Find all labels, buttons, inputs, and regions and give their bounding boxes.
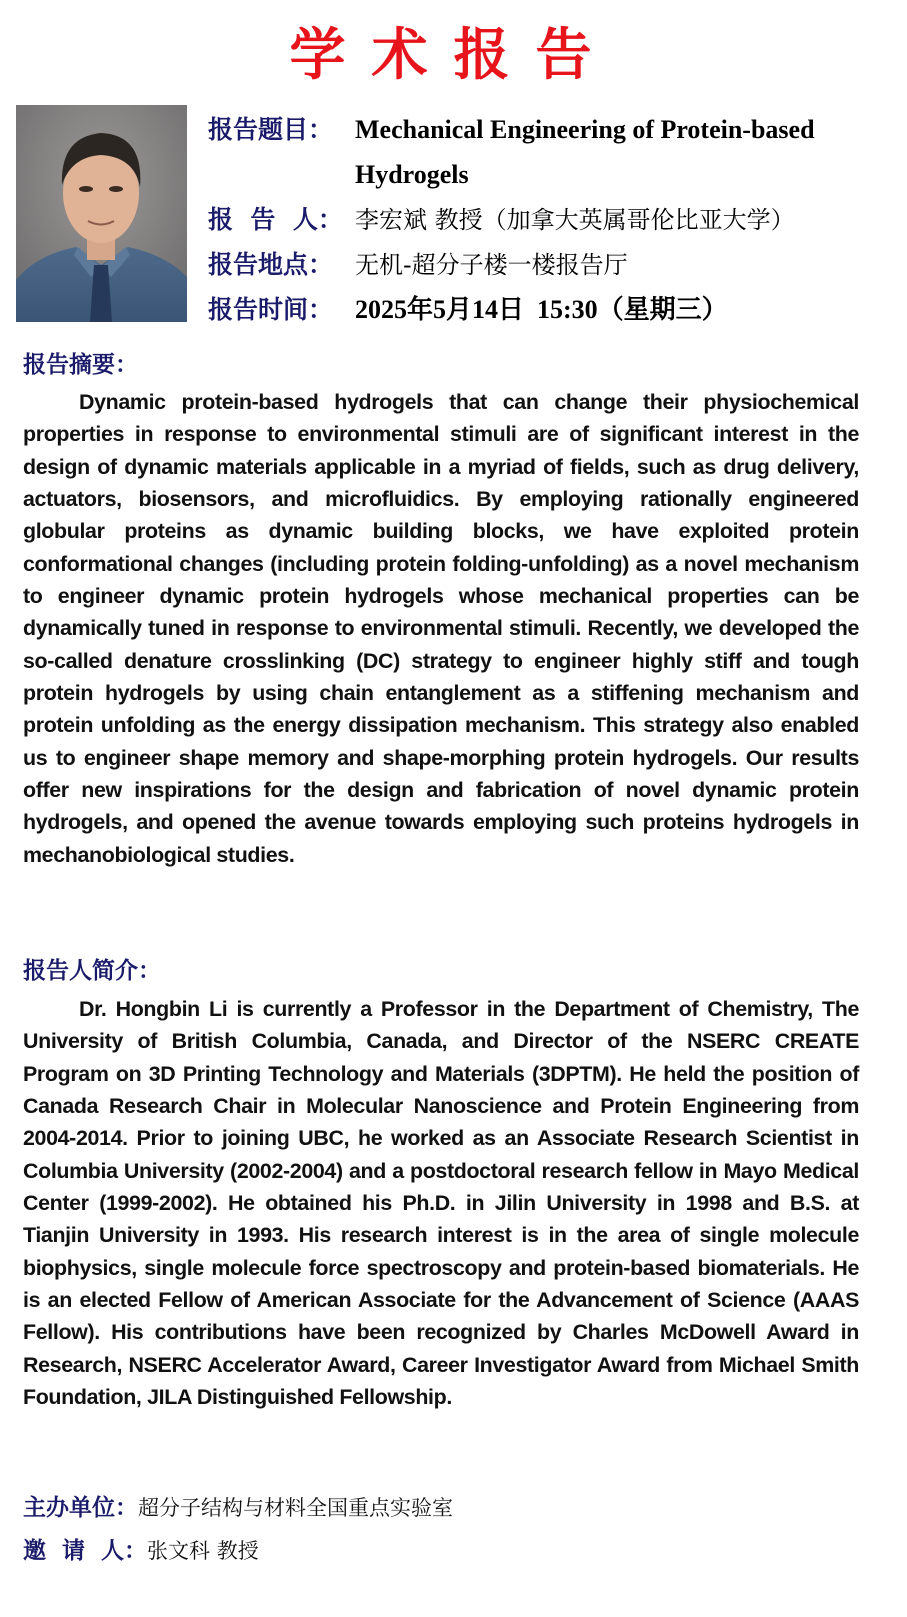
host-label: 主办单位： [23, 1495, 138, 1521]
speaker-label: 报 告 人： [208, 205, 343, 234]
venue-label: 报告地点： [208, 250, 334, 279]
host-row [23, 1490, 453, 1528]
inviter-value: 张文科 教授 [147, 1539, 259, 1563]
page-title: 学术报告 [289, 22, 618, 88]
topic-value-line1: Mechanical Engineering of Protein-based [355, 115, 815, 144]
speaker-value: 李宏斌 教授（加拿大英属哥伦比亚大学） [355, 206, 795, 234]
info-row-topic [208, 110, 815, 150]
time-value: 2025年5月14日 15:30（星期三） [355, 295, 728, 324]
host-value: 超分子结构与材料全国重点实验室 [138, 1496, 453, 1520]
info-row-venue [208, 245, 628, 285]
bio-heading: 报告人简介： [23, 958, 161, 984]
info-row-speaker [208, 200, 795, 240]
speaker-photo [16, 105, 187, 322]
speaker-portrait-image [16, 105, 187, 322]
inviter-row [23, 1533, 259, 1571]
bio-text: Dr. Hongbin Li is currently a Professor in the Department of Chemistry, The University of British Columbia, Canada, and Director of the NSERC CREATE Program on 3D Printing Technology and Materials (3DPTM). He held the position of Canada Research Chair in Molecular Nanoscience and Protein Engineering from 2004-2014. Prior to joining UBC, he worked as an Associate Research Scientist in Columbia University (2002-2004) and a postdoctoral research fellow in Mayo Medical Center (1999-2002). He obtained his Ph.D. in Jilin University in 1998 and B.S. at Tianjin University in 1993. His research interest is in the area of single molecule biophysics, single molecule force spectroscopy and protein-based biomaterials. He is an elected Fellow of American Associate for the Advancement of Science (AAAS Fellow). His contributions have been recognized by Charles McDowell Award in Research, NSERC Accelerator Award, Career Investigator Award from Michael Smith Foundation, JILA Distinguished Fellowship. [23, 997, 859, 1410]
venue-value: 无机-超分子楼一楼报告厅 [355, 251, 628, 279]
topic-label: 报告题目： [208, 115, 334, 144]
info-row-topic-cont [355, 155, 469, 195]
info-row-time [208, 290, 728, 330]
topic-value-line2: Hydrogels [355, 160, 469, 189]
time-label: 报告时间： [208, 295, 334, 324]
abstract-heading: 报告摘要： [23, 352, 138, 378]
inviter-label: 邀 请 人： [23, 1538, 148, 1564]
abstract-text: Dynamic protein-based hydrogels that can change their physiochemical properties in response to environmental stimuli are of significant interest in the design of dynamic materials applicable in a myriad of fields, such as drug delivery, actuators, biosensors, and microfluidics. By employing rationally engineered globular proteins as dynamic building blocks, we have exploited protein conformational changes (including protein folding-unfolding) as a novel mechanism to engineer dynamic protein hydrogels whose mechanical properties can be dynamically tuned in response to environmental stimuli. Recently, we developed the so-called denature crosslinking (DC) strategy to engineer highly stiff and tough protein hydrogels by using chain entanglement as a stiffening mechanism and protein unfolding as the energy dissipation mechanism. This strategy also enabled us to engineer shape memory and shape-morphing protein hydrogels. Our results offer new inspirations for the design and fabrication of novel dynamic protein hydrogels, and opened the avenue towards employing such proteins hydrogels in mechanobiological studies. [23, 390, 859, 867]
